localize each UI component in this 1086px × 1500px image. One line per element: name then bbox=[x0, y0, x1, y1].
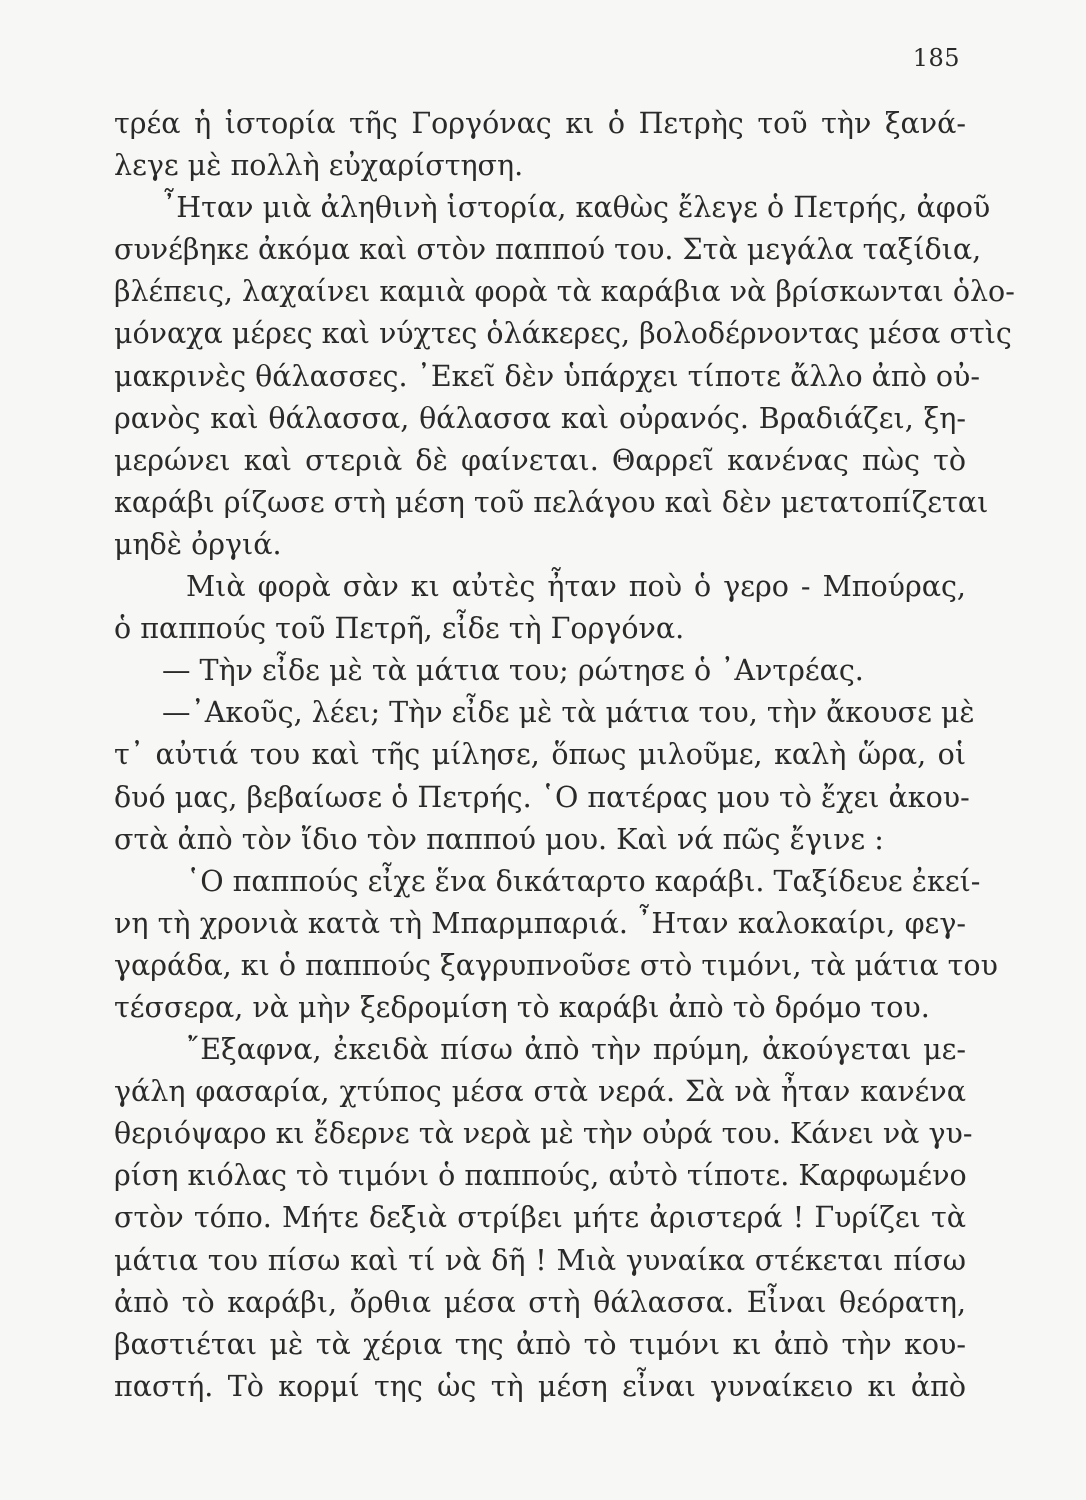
text-line: βαστιέται μὲ τὰ χέρια της ἀπὸ τὸ τιμόνι κι ἀπὸ τὴν κου- bbox=[114, 1327, 966, 1361]
text-line: μακρινὲς θάλασσες. ᾿Εκεῖ δὲν ὑπάρχει τίποτε ἄλλο ἀπὸ οὐ- bbox=[114, 359, 980, 393]
text-line: θεριόψαρο κι ἔδερνε τὰ νερὰ μὲ τὴν οὐρά του. Κάνει νὰ γυ- bbox=[114, 1117, 973, 1151]
text-line: ῏Ηταν μιὰ ἀληθινὴ ἱστορία, καθὼς ἔλεγε ὁ Πετρής, ἀφοῦ bbox=[162, 191, 991, 225]
text-line: ῾Ο παππούς εἶχε ἕνα δικάταρτο καράβι. Ταξίδευε ἐκεί- bbox=[186, 864, 981, 898]
text-line: Μιὰ φορὰ σὰν κι αὐτὲς ἦταν ποὺ ὁ γερο - Μπούρας, bbox=[186, 570, 966, 604]
text-line: τ᾿ αὐτιά του καὶ τῆς μίλησε, ὅπως μιλοῦμε, καλὴ ὥρα, οἱ bbox=[114, 738, 966, 772]
text-line: συνέβηκε ἀκόμα καὶ στὸν παππού του. Στὰ μεγάλα ταξίδια, bbox=[114, 233, 982, 267]
text-line: καράβι ρίζωσε στὴ μέση τοῦ πελάγου καὶ δὲν μετατοπίζεται bbox=[114, 485, 989, 519]
text-line: στὰ ἀπὸ τὸν ἴδιο τὸν παππού μου. Καὶ νά πῶς ἔγινε : bbox=[114, 822, 884, 856]
text-line: μερώνει καὶ στεριὰ δὲ φαίνεται. Θαρρεῖ κανένας πὼς τὸ bbox=[114, 443, 966, 477]
text-line: στὸν τόπο. Μήτε δεξιὰ στρίβει μήτε ἀριστερά ! Γυρίζει τὰ bbox=[114, 1201, 966, 1235]
text-line: γαράδα, κι ὁ παππούς ξαγρυπνοῦσε στὸ τιμόνι, τὰ μάτια του bbox=[114, 948, 998, 982]
text-line: δυό μας, βεβαίωσε ὁ Πετρής. ῾Ο πατέρας μου τὸ ἔχει ἀκου- bbox=[114, 780, 970, 814]
text-line: τρέα ἡ ἱστορία τῆς Γοργόνας κι ὁ Πετρὴς τοῦ τὴν ξανά- bbox=[114, 107, 966, 140]
text-line: παστή. Τὸ κορμί της ὡς τὴ μέση εἶναι γυναίκειο κι ἀπὸ bbox=[114, 1369, 966, 1403]
text-line: τέσσερα, νὰ μὴν ξεδρομίση τὸ καράβι ἀπὸ τὸ δρόμο του. bbox=[114, 990, 930, 1024]
text-line: μηδὲ ὀργιά. bbox=[114, 527, 282, 561]
text-line: —᾿Ακοῦς, λέει; Τὴν εἶδε μὲ τὰ μάτια του, τὴν ἄκουσε μὲ bbox=[162, 696, 975, 730]
text-line: ὁ παππούς τοῦ Πετρῆ, εἶδε τὴ Γοργόνα. bbox=[114, 612, 685, 646]
text-line: νη τὴ χρονιὰ κατὰ τὴ Μπαρμπαριά. ῏Ηταν καλοκαίρι, φεγ- bbox=[114, 906, 966, 940]
text-line: βλέπεις, λαχαίνει καμιὰ φορὰ τὰ καράβια νὰ βρίσκωνται ὁλο- bbox=[114, 275, 1015, 309]
text-line: ρανὸς καὶ θάλασσα, θάλασσα καὶ οὐρανός. Βραδιάζει, ξη- bbox=[114, 401, 966, 435]
text-line: μόναχα μέρες καὶ νύχτες ὁλάκερες, βολοδέρνοντας μέσα στὶς bbox=[114, 317, 1012, 351]
text-line: ἀπὸ τὸ καράβι, ὄρθια μέσα στὴ θάλασσα. Εἶναι θεόρατη, bbox=[114, 1285, 966, 1319]
page-number: 185 bbox=[912, 44, 960, 72]
text-line: γάλη φασαρία, χτύπος μέσα στὰ νερά. Σὰ νὰ ἦταν κανένα bbox=[114, 1075, 966, 1109]
text-line: μάτια του πίσω καὶ τί νὰ δῆ ! Μιὰ γυναίκα στέκεται πίσω bbox=[114, 1243, 966, 1277]
text-line: ρίση κιόλας τὸ τιμόνι ὁ παππούς, αὐτὸ τίποτε. Καρφωμένο bbox=[114, 1159, 967, 1193]
text-line: ῎Εξαφνα, ἐκειδὰ πίσω ἀπὸ τὴν πρύμη, ἀκούγεται με- bbox=[186, 1033, 966, 1067]
body-text bbox=[114, 103, 1015, 1408]
text-line: — Τὴν εἶδε μὲ τὰ μάτια του; ρώτησε ὁ ᾿Αντρέας. bbox=[162, 654, 864, 688]
text-line: λεγε μὲ πολλὴ εὐχαρίστηση. bbox=[114, 149, 524, 183]
